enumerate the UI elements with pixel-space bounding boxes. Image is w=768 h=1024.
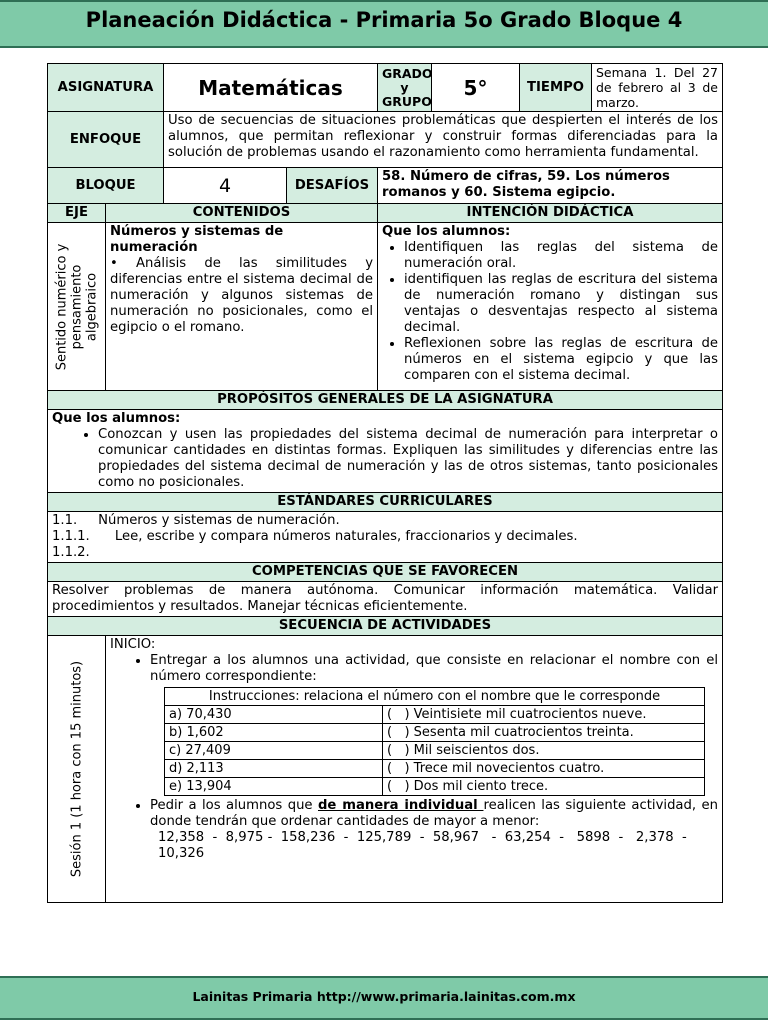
desafios-label: DESAFÍOS	[287, 168, 378, 204]
contenidos-text: • Análisis de las similitudes y diferencias entre el sistema decimal de numeración y algunos sistemas de numeración no posicionales, como el egipcio o el romano.	[110, 256, 373, 335]
secuencia-list-1	[110, 653, 718, 685]
session-label: Sesión 1 (1 hora con 15 minutos)	[69, 660, 84, 878]
enfoque-label: ENFOQUE	[48, 112, 164, 168]
table-cell: c) 27,409	[165, 742, 383, 760]
estandar-line: 1.1.2.	[52, 545, 90, 560]
table-row	[165, 760, 705, 778]
contenidos-cell	[106, 223, 378, 391]
relaciona-table	[164, 687, 705, 796]
bullet2-pre: Pedir a los alumnos que	[150, 798, 318, 813]
table-cell: ( ) Veintisiete mil cuatrocientos nueve.	[383, 706, 705, 724]
list-item: • Identifiquen las reglas del sistema de numeración oral.	[404, 240, 718, 272]
competencias-header: COMPETENCIAS QUE SE FAVORECEN	[48, 563, 723, 582]
table-cell: ( ) Trece mil novecientos cuatro.	[383, 760, 705, 778]
page-title: Planeación Didáctica - Primaria 5o Grado Bloque 4	[85, 8, 683, 32]
enfoque-text: Uso de secuencias de situaciones problemáticas que despierten el interés de los alumnos, que permitan reflexionar y construir formas diferenciadas para la solución de problemas usando el razonamiento como herramienta fundamental.	[164, 112, 723, 168]
table-row	[165, 706, 705, 724]
intencion-list	[382, 240, 718, 384]
list-item: • Reflexionen sobre las reglas de escritura de números en el sistema egipcio y que las comparen con el sistema decimal.	[404, 336, 718, 384]
grado-label: GRADO y GRUPO	[378, 64, 432, 112]
estandares-cell	[48, 512, 723, 563]
propositos-cell	[48, 410, 723, 493]
eje-text: Sentido numérico y pensamiento algebraico	[54, 243, 99, 370]
asignatura-label: ASIGNATURA	[48, 64, 164, 112]
table-cell: ( ) Mil seiscientos dos.	[383, 742, 705, 760]
table-cell: b) 1,602	[165, 724, 383, 742]
table-cell: e) 13,904	[165, 778, 383, 796]
competencias-text: Resolver problemas de manera autónoma. Comunicar información matemática. Validar procedimientos y resultados. Manejar técnicas eficientemente.	[48, 582, 723, 617]
propositos-list	[52, 427, 718, 491]
desafios-value: 58. Número de cifras, 59. Los números romanos y 60. Sistema egipcio.	[378, 168, 723, 204]
table-cell: ( ) Dos mil ciento trece.	[383, 778, 705, 796]
secuencia-header: SECUENCIA DE ACTIVIDADES	[48, 617, 723, 636]
bullet2-emphasis: de manera individual	[317, 798, 484, 813]
secuencia-list-2	[110, 798, 718, 830]
secuencia-cell	[106, 636, 723, 903]
asignatura-value: Matemáticas	[164, 64, 378, 112]
table-cell: a) 70,430	[165, 706, 383, 724]
list-item	[150, 798, 718, 830]
tiempo-value: Semana 1. Del 27 de febrero al 3 de marzo.	[592, 64, 723, 112]
estandar-line: 1.1.1. Lee, escribe y compara números naturales, fraccionarios y decimales.	[52, 529, 578, 544]
estandares-header: ESTÁNDARES CURRICULARES	[48, 493, 723, 512]
table-row	[165, 778, 705, 796]
contenidos-header: CONTENIDOS	[106, 204, 378, 223]
footer-link[interactable]: Lainitas Primaria http://www.primaria.lainitas.com.mx	[192, 989, 576, 1004]
header-banner	[0, 0, 768, 48]
bloque-value: 4	[164, 168, 287, 204]
inicio-label: INICIO:	[110, 637, 156, 652]
list-item: • Entregar a los alumnos una actividad, que consiste en relacionar el nombre con el número correspondiente:	[150, 653, 718, 685]
propositos-header: PROPÓSITOS GENERALES DE LA ASIGNATURA	[48, 391, 723, 410]
instr-header: Instrucciones: relaciona el número con el nombre que le corresponde	[165, 688, 705, 706]
intencion-header: INTENCIÓN DIDÁCTICA	[378, 204, 723, 223]
order-numbers: 12,358 - 8,975 - 158,236 - 125,789 - 58,967 - 63,254 - 5898 - 2,378 - 10,326	[158, 830, 696, 861]
bloque-label: BLOQUE	[48, 168, 164, 204]
propositos-lead: Que los alumnos:	[52, 411, 181, 426]
table-cell: d) 2,113	[165, 760, 383, 778]
list-item: • identifiquen las reglas de escritura del sistema de numeración romano y distingan sus ventajas o desventajas respecto al sistema decimal.	[404, 272, 718, 336]
table-cell: ( ) Sesenta mil cuatrocientos treinta.	[383, 724, 705, 742]
table-row	[165, 724, 705, 742]
estandar-line: 1.1. Números y sistemas de numeración.	[52, 513, 340, 528]
list-item: • Conozcan y usen las propiedades del sistema decimal de numeración para interpretar o comunicar cantidades en distintas formas. Expliquen las similitudes y diferencias entre las propiedades del sistema decimal de numeración y las de otros sistemas, tanto posicionales como no posicionales.	[98, 427, 718, 491]
grado-value: 5°	[432, 64, 520, 112]
eje-header: EJE	[48, 204, 106, 223]
tiempo-label: TIEMPO	[520, 64, 592, 112]
session-cell	[48, 636, 106, 903]
contenidos-title: Números y sistemas de numeración	[110, 224, 284, 255]
intencion-cell	[378, 223, 723, 391]
planeacion-table	[47, 63, 723, 903]
eje-cell	[48, 223, 106, 391]
footer-banner	[0, 976, 768, 1020]
bullet2-post: realicen las siguiente actividad, en donde tendrán que ordenar cantidades de mayor a menor:	[150, 798, 718, 829]
table-row	[165, 742, 705, 760]
intencion-lead: Que los alumnos:	[382, 224, 511, 239]
